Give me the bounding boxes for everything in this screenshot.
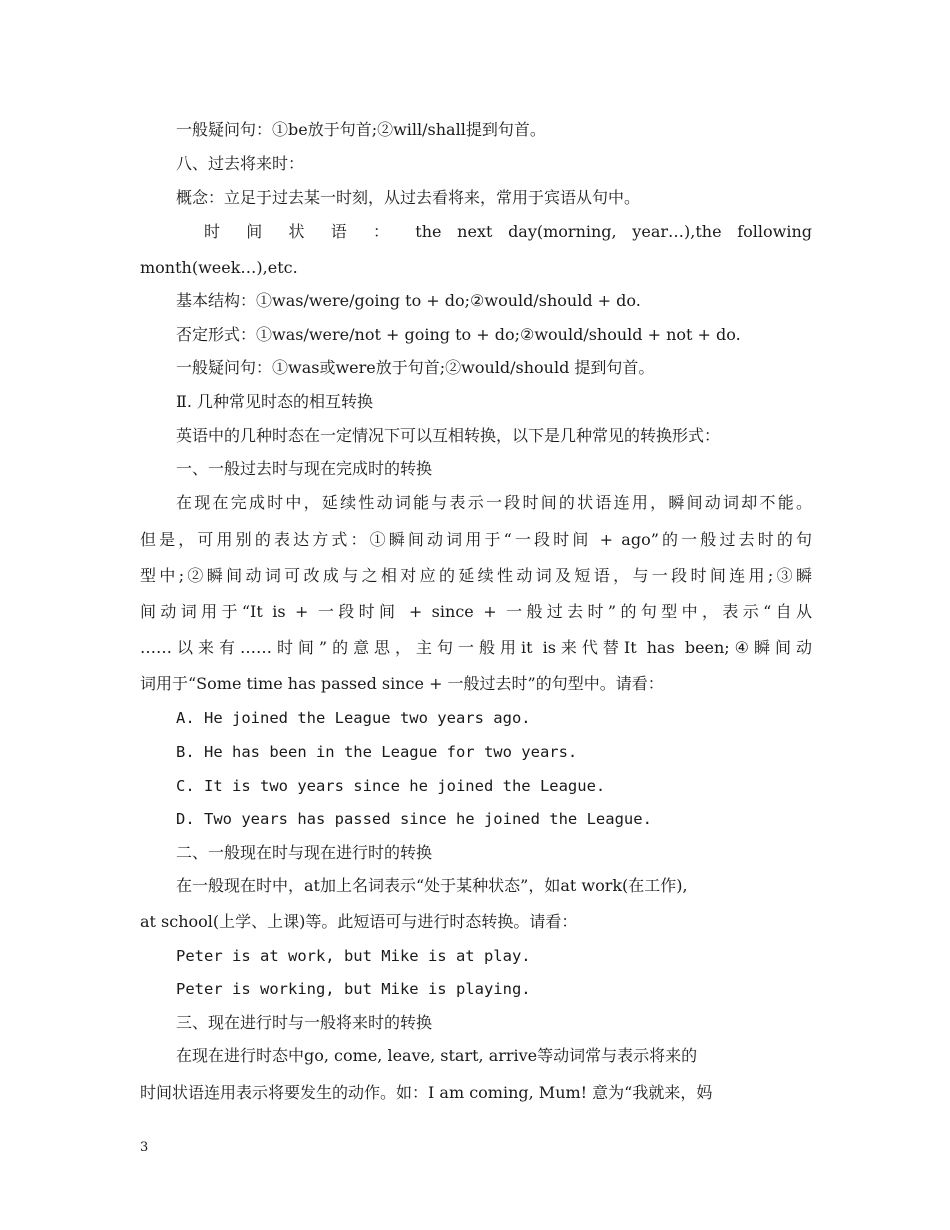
text-line: month(week…),etc. <box>140 258 298 277</box>
example-sentence: Peter is at work, but Mike is at play. <box>176 947 531 965</box>
text-line: 时间状语连用表示将要发生的动作。如：I am coming, Mum! 意为“我就来，妈 <box>140 1083 713 1102</box>
section-heading: Ⅱ. 几种常见时态的相互转换 <box>176 392 374 411</box>
example-sentence: C. It is two years since he joined the League. <box>176 777 606 795</box>
section-heading: 一、一般过去时与现在完成时的转换 <box>176 459 433 478</box>
text-line: 但是，可用别的表达方式：①瞬间动词用于“一段时间 + ago”的一般过去时的句 <box>140 530 812 549</box>
example-sentence: D. Two years has passed since he joined the League. <box>176 810 652 828</box>
text-line: 否定形式：①was/were/not + going to + do;②would/should + not + do. <box>176 325 741 344</box>
example-sentence: Peter is working, but Mike is playing. <box>176 980 531 998</box>
text-line: 在现在进行时态中go, come, leave, start, arrive等动词常与表示将来的 <box>176 1046 698 1065</box>
example-sentence: B. He has been in the League for two years. <box>176 743 578 761</box>
section-heading: 二、一般现在时与现在进行时的转换 <box>176 843 433 862</box>
text-line: 概念：立足于过去某一时刻，从过去看将来，常用于宾语从句中。 <box>176 188 641 207</box>
text-line: 词用于“Some time has passed since + 一般过去时”的句型中。请看： <box>140 674 664 693</box>
text-line: 在一般现在时中，at加上名词表示“处于某种状态”，如at work(在工作), <box>176 876 688 895</box>
text-line: at school(上学、上课)等。此短语可与进行时态转换。请看： <box>140 912 578 931</box>
section-heading: 八、过去将来时： <box>176 154 305 173</box>
example-sentence: A. He joined the League two years ago. <box>176 709 531 727</box>
text-line: 在现在完成时中，延续性动词能与表示一段时间的状语连用，瞬间动词却不能。 <box>176 493 812 512</box>
text-line: 一般疑问句：①be放于句首;②will/shall提到句首。 <box>176 120 546 139</box>
page-number: 3 <box>140 1140 149 1155</box>
text-line: 英语中的几种时态在一定情况下可以互相转换，以下是几种常见的转换形式： <box>176 426 721 445</box>
text-line: 时 间 状 语 ： the next day(morning, year…),the following <box>204 222 812 241</box>
text-line: 一般疑问句：①was或were放于句首;②would/should 提到句首。 <box>176 358 655 377</box>
text-line: 间动词用于“It is + 一段时间 + since + 一般过去时”的句型中，表示“自从 <box>140 602 812 621</box>
section-heading: 三、现在进行时与一般将来时的转换 <box>176 1013 433 1032</box>
text-line: 型中;②瞬间动词可改成与之相对应的延续性动词及短语，与一段时间连用;③瞬 <box>140 566 812 585</box>
text-line: ……以来有……时间”的意思，主句一般用it is来代替It has been;④瞬间动 <box>140 638 812 657</box>
text-line: 基本结构：①was/were/going to + do;②would/should + do. <box>176 291 641 310</box>
